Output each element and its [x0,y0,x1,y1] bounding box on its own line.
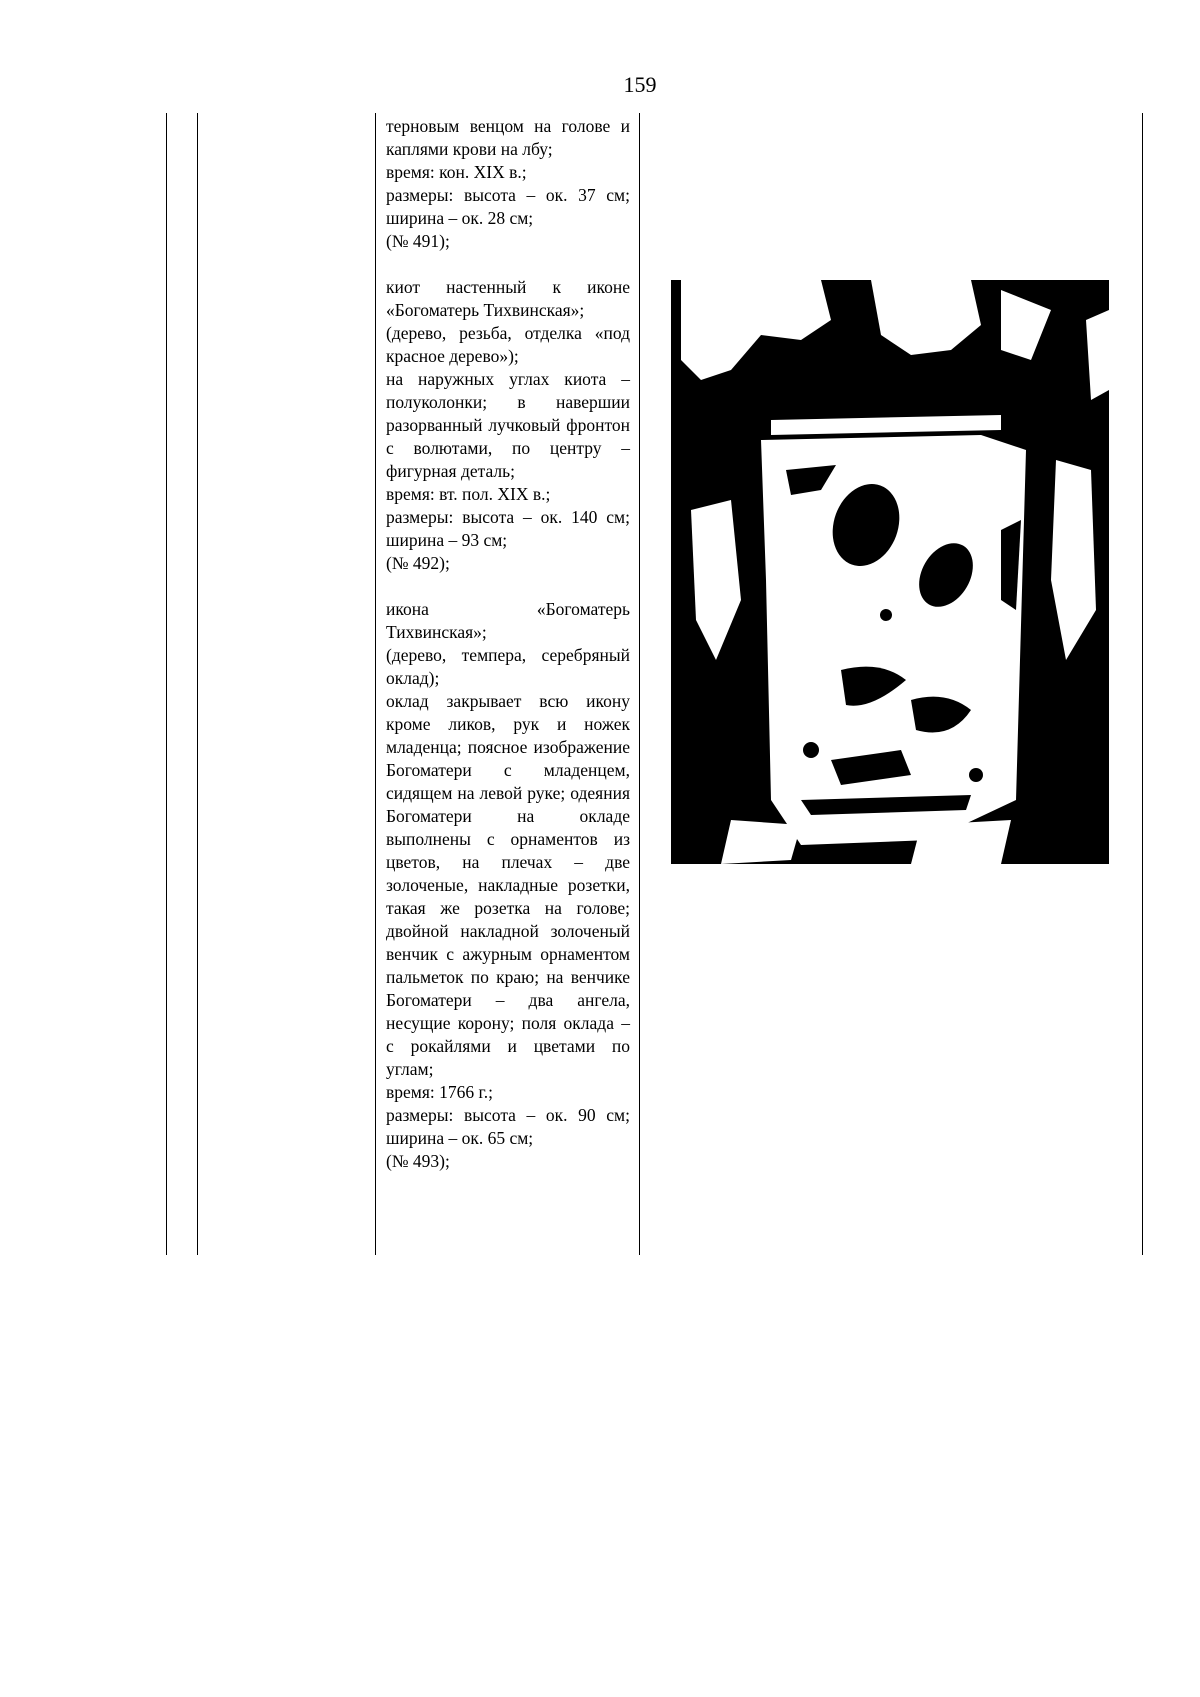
table-rule [166,113,167,1255]
entry-line: время: 1766 г.; [386,1082,493,1102]
entry-line: (№ 493); [386,1151,450,1171]
entry-line: (дерево, темпера, серебряный оклад); [386,645,630,688]
entry-line: размеры: высота – ок. 140 см; ширина – 93 см; [386,507,630,550]
entry-line: киот настенный к иконе «Богоматерь Тихвинская»; [386,277,630,320]
table-rule [639,113,640,1255]
icon-photo-image [671,280,1109,864]
table-rule [375,113,376,1255]
table-rule [197,113,198,1255]
page-number: 159 [623,72,657,97]
entry-line: размеры: высота – ок. 90 см; ширина – ок. 65 см; [386,1105,630,1148]
entry-line: (№ 491); [386,231,450,251]
entry-491 [386,115,630,253]
description-column [386,115,630,1196]
entry-line: икона «Богоматерь Тихвинская»; [386,599,630,642]
entry-line: время: кон. XIX в.; [386,162,527,182]
entry-line: оклад закрывает всю икону кроме ликов, рук и ножек младенца; поясное изображение Богоматери с младенцем, сидящем на левой руке; одеяния Богоматери на окладе выполнены с орнаментов из цветов, на плечах – две золоченые, накладные розетки, такая же розетка на голове; двойной накладной золоченый венчик с ажурным орнаментом пальметок по краю; на венчике Богоматери – два ангела, несущие корону; поля оклада – с рокайлями и цветами по углам; [386,691,630,1079]
entry-line: на наружных углах киота – полуколонки; в навершии разорванный лучковый фронтон с волютами, по центру – фигурная деталь; [386,369,630,481]
entry-492 [386,276,630,575]
table-rule [1142,113,1143,1255]
icon-photograph [671,280,1109,864]
entry-line: размеры: высота – ок. 37 см; ширина – ок. 28 см; [386,185,630,228]
entry-line: (№ 492); [386,553,450,573]
entry-493 [386,598,630,1173]
entry-line: (дерево, резьба, отделка «под красное дерево»); [386,323,630,366]
entry-line: время: вт. пол. XIX в.; [386,484,551,504]
entry-line: терновым венцом на голове и каплями крови на лбу; [386,116,630,159]
